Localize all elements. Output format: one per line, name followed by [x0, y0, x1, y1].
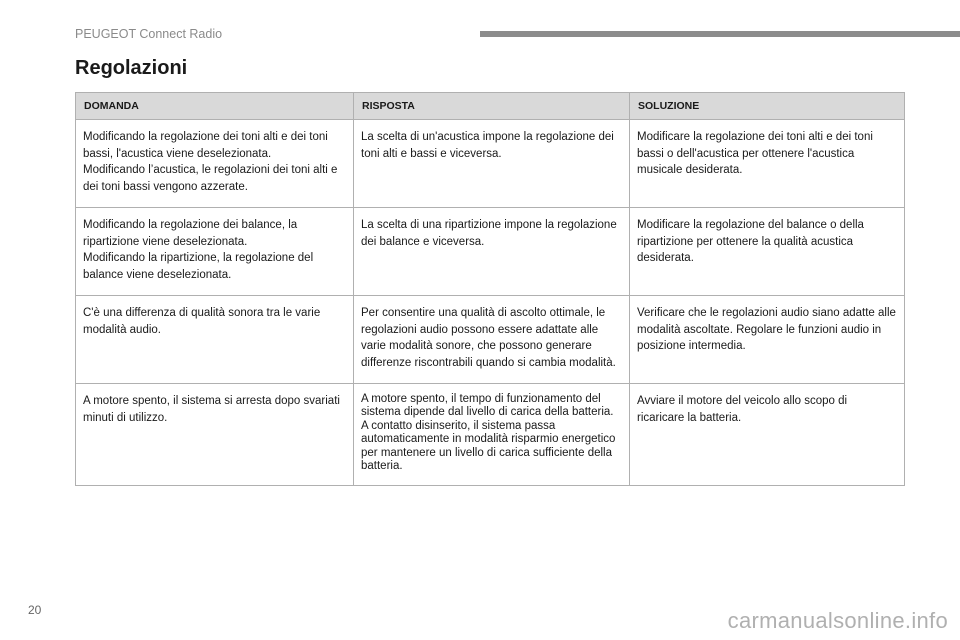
cell-soluzione: Verificare che le regolazioni audio siano adatte alle modalità ascoltate. Regolare le funzioni audio in posizione intermedia. — [630, 296, 905, 384]
column-header-soluzione: SOLUZIONE — [630, 93, 905, 120]
header-bar — [480, 31, 960, 37]
cell-soluzione: Modificare la regolazione del balance o della ripartizione per ottenere la qualità acustica desiderata. — [630, 208, 905, 296]
column-header-domanda: DOMANDA — [76, 93, 354, 120]
watermark-text: carmanualsonline.info — [727, 608, 948, 633]
cell-soluzione: Modificare la regolazione dei toni alti e dei toni bassi o dell'acustica per ottenere l'acustica musicale desiderata. — [630, 120, 905, 208]
cell-domanda: C'è una differenza di qualità sonora tra le varie modalità audio. — [76, 296, 354, 384]
table-row — [76, 296, 905, 384]
cell-domanda: Modificando la regolazione dei toni alti e dei toni bassi, l'acustica viene deselezionata. Modificando l’acustica, le regolazioni dei toni alti e dei toni bassi vengono azzerate. — [76, 120, 354, 208]
cell-risposta: Per consentire una qualità di ascolto ottimale, le regolazioni audio possono essere adattate alle varie modalità sonore, che possono generare differenze riscontrabili quando si cambia modalità. — [354, 296, 630, 384]
cell-risposta: A motore spento, il tempo di funzionamento del sistema dipende dal livello di carica della batteria. A contatto disinserito, il sistema passa automaticamente in modalità risparmio energetico per mantenere un livello di carica sufficiente della batteria. — [354, 384, 630, 486]
table-row — [76, 120, 905, 208]
table-row — [76, 384, 905, 486]
header-title: PEUGEOT Connect Radio — [75, 27, 223, 41]
page-title: Regolazioni — [75, 57, 188, 79]
cell-risposta: La scelta di un'acustica impone la regolazione dei toni alti e bassi e viceversa. — [354, 120, 630, 208]
page-number: 20 — [28, 603, 42, 617]
column-header-risposta: RISPOSTA — [354, 93, 630, 120]
cell-domanda: A motore spento, il sistema si arresta dopo svariati minuti di utilizzo. — [76, 384, 354, 486]
faq-table — [75, 92, 905, 486]
cell-domanda: Modificando la regolazione dei balance, la ripartizione viene deselezionata. Modificando la ripartizione, la regolazione del balance viene deselezionata. — [76, 208, 354, 296]
cell-risposta: La scelta di una ripartizione impone la regolazione dei balance e viceversa. — [354, 208, 630, 296]
table-header-row — [76, 93, 905, 120]
cell-soluzione: Avviare il motore del veicolo allo scopo di ricaricare la batteria. — [630, 384, 905, 486]
table-row — [76, 208, 905, 296]
